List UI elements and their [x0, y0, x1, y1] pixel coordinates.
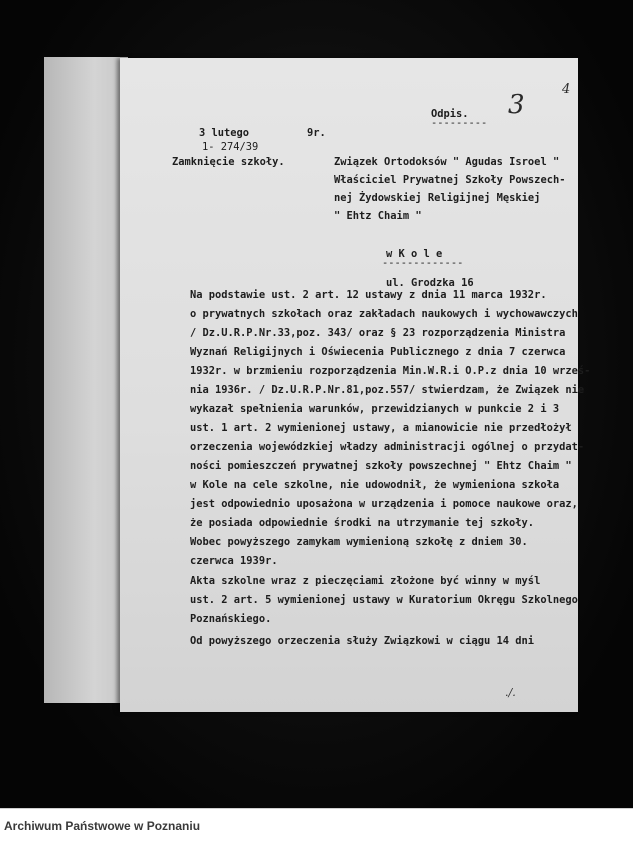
body-line-14: Wobec powyższego zamykam wymienioną szkołę z dniem 30. [190, 536, 528, 548]
body-line-15: czerwca 1939r. [190, 555, 278, 567]
body-line-18: Poznańskiego. [190, 613, 272, 625]
city-line: w K o l e [386, 248, 443, 260]
underlying-page-edge [44, 57, 128, 703]
date-year: 9r. [307, 127, 326, 139]
body-line-12: jest odpowiednio uposażona w urządzenia i pomoce naukowe oraz, [190, 498, 578, 510]
archive-footer [0, 808, 633, 841]
body-line-4: Wyznań Religijnych i Oświecenia Publicznego z dnia 7 czerwca [190, 346, 566, 358]
handwritten-corner-number: 4 [562, 82, 571, 97]
street-address: ul. Grodzka 16 [386, 277, 474, 289]
body-line-19: Od powyższego orzeczenia służy Związkowi w ciągu 14 dni [190, 635, 535, 647]
body-line-6: nia 1936r. / Dz.U.R.P.Nr.81,poz.557/ stwierdzam, że Związek nie [190, 384, 585, 396]
body-line-7: wykazał spełnienia warunków, przewidzianych w punkcie 2 i 3 [190, 403, 560, 415]
copy-label: Odpis. [431, 108, 469, 120]
body-line-10: ności pomieszczeń prywatnej szkoły powszechnej " Ehtz Chaim " [190, 460, 572, 472]
addressee-line-4: " Ehtz Chaim " [334, 210, 422, 222]
date-day: 3 lutego [199, 127, 250, 139]
addressee-line-1: Związek Ortodoksów " Agudas Isroel " [334, 156, 560, 168]
handwritten-page-number: 3 [508, 90, 525, 120]
body-line-16: Akta szkolne wraz z pieczęciami złożone być winny w myśl [190, 575, 541, 587]
body-line-3: / Dz.U.R.P.Nr.33,poz. 343/ oraz § 23 rozporządzenia Ministra [190, 327, 566, 339]
reference-number: 1- 274/39 [202, 141, 259, 153]
city-underline: ------------- [382, 257, 464, 269]
body-line-11: w Kole na cele szkolne, nie udowodnił, że wymieniona szkoła [190, 479, 560, 491]
addressee-line-2: Właściciel Prywatnej Szkoły Powszech- [334, 174, 566, 186]
body-line-13: że posiada odpowiednie środki na utrzymanie tej szkoły. [190, 517, 535, 529]
handwritten-end-mark: ./. [505, 686, 516, 699]
body-line-8: ust. 1 art. 2 wymienionej ustawy, a mianowicie nie przedłożył [190, 422, 572, 434]
copy-underline: --------- [431, 117, 488, 129]
body-line-1: Na podstawie ust. 2 art. 12 ustawy z dnia 11 marca 1932r. [190, 289, 547, 301]
subject-line: Zamknięcie szkoły. [172, 156, 285, 168]
document-page [120, 58, 591, 712]
archive-name: Archiwum Państwowe w Poznaniu [4, 819, 201, 833]
body-line-17: ust. 2 art. 5 wymienionej ustawy w Kuratorium Okręgu Szkolnego [190, 594, 578, 606]
addressee-line-3: nej Żydowskiej Religijnej Męskiej [334, 192, 541, 204]
body-line-5: 1932r. w brzmieniu rozporządzenia Min.W.R.i O.P.z dnia 10 wrześ- [190, 365, 591, 377]
body-line-9: orzeczenia wojewódzkiej władzy administracji ogólnej o przydat- [190, 441, 585, 453]
body-line-2: o prywatnych szkołach oraz zakładach naukowych i wychowawczych [190, 308, 578, 320]
